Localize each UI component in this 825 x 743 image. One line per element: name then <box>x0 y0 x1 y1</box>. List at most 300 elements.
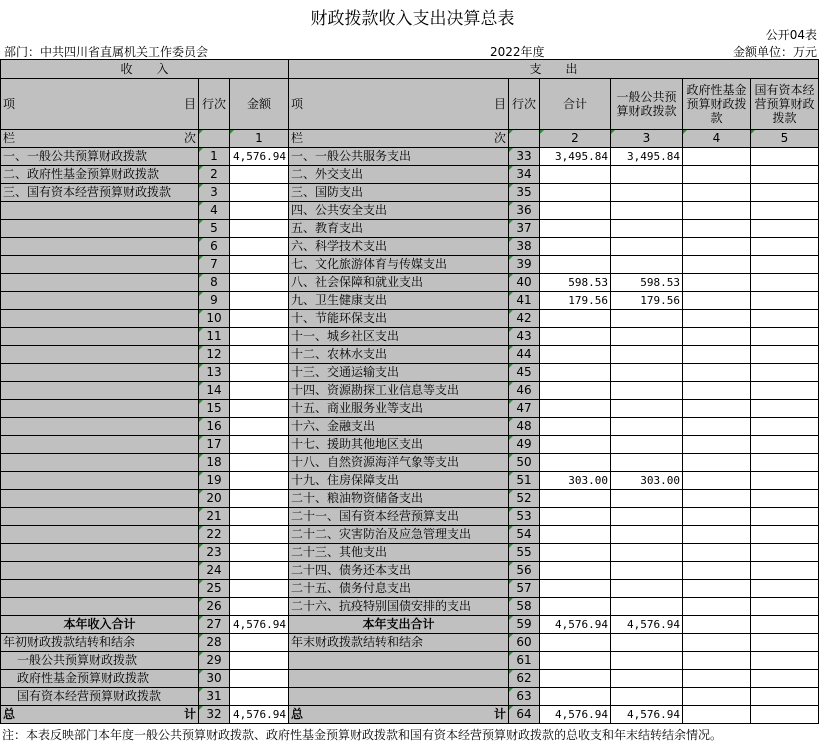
state-capital-header: 国有资本经营预算财政拨款 <box>751 79 819 130</box>
expense-rowno-header: 行次 <box>509 79 540 130</box>
expense-gov-fund <box>683 256 751 274</box>
column-index-label-right: 栏 次 <box>289 130 509 148</box>
income-item <box>1 418 199 436</box>
income-row-no: 11 <box>199 328 230 346</box>
expense-general-budget <box>611 508 683 526</box>
income-amount <box>230 202 289 220</box>
grand-total-income-label: 总 计 <box>1 706 199 724</box>
expense-general-budget <box>611 580 683 598</box>
column-index-blank <box>509 130 540 148</box>
table-row <box>1 562 819 580</box>
income-item <box>1 364 199 382</box>
expense-state-capital <box>751 292 819 310</box>
income-amount <box>230 256 289 274</box>
table-row <box>1 436 819 454</box>
expense-general-budget <box>611 598 683 616</box>
expense-gov-fund <box>683 292 751 310</box>
carry-out-label: 年末财政拨款结转和结余 <box>289 634 509 652</box>
income-row-no: 9 <box>199 292 230 310</box>
carry-in-amount <box>230 634 289 652</box>
expense-item: 一、一般公共服务支出 <box>289 148 509 166</box>
expense-general-budget <box>611 562 683 580</box>
expense-state-capital <box>751 364 819 382</box>
expense-state-capital <box>751 328 819 346</box>
column-index-blank <box>199 130 230 148</box>
expense-total <box>540 418 611 436</box>
expense-item: 三、国防支出 <box>289 184 509 202</box>
expense-state-capital <box>751 562 819 580</box>
expense-gov-fund <box>683 310 751 328</box>
table-row <box>1 580 819 598</box>
expense-row-no: 44 <box>509 346 540 364</box>
expense-general-budget <box>611 418 683 436</box>
expense-item: 二十六、抗疫特别国债安排的支出 <box>289 598 509 616</box>
expense-gov-fund <box>683 562 751 580</box>
sub-state-capital-amount <box>230 688 289 706</box>
expense-total <box>540 202 611 220</box>
income-amount <box>230 166 289 184</box>
expense-general-budget <box>611 490 683 508</box>
expense-row-no: 49 <box>509 436 540 454</box>
expense-gov-fund <box>683 598 751 616</box>
income-row-no: 21 <box>199 508 230 526</box>
form-code: 公开04表 <box>765 28 817 42</box>
income-row-no: 13 <box>199 364 230 382</box>
expense-total <box>540 238 611 256</box>
expense-item: 二、外交支出 <box>289 166 509 184</box>
expense-general-budget <box>611 382 683 400</box>
expense-row-no: 39 <box>509 256 540 274</box>
income-item <box>1 346 199 364</box>
expense-state-capital <box>751 346 819 364</box>
expense-row-no: 48 <box>509 418 540 436</box>
table-row <box>1 472 819 490</box>
expense-state-capital <box>751 166 819 184</box>
carry-out-total <box>540 634 611 652</box>
expense-item: 十一、城乡社区支出 <box>289 328 509 346</box>
income-amount <box>230 598 289 616</box>
grand-total-expense-no: 64 <box>509 706 540 724</box>
income-item <box>1 256 199 274</box>
expense-row-no: 50 <box>509 454 540 472</box>
table-row <box>1 256 819 274</box>
income-row-no: 10 <box>199 310 230 328</box>
expense-total: 3,495.84 <box>540 148 611 166</box>
table-row <box>1 454 819 472</box>
expense-item: 二十三、其他支出 <box>289 544 509 562</box>
expense-state-capital <box>751 418 819 436</box>
expense-row-no: 41 <box>509 292 540 310</box>
column-index-2: 2 <box>540 130 611 148</box>
expense-general-budget <box>611 454 683 472</box>
expense-gov-fund <box>683 472 751 490</box>
income-item <box>1 436 199 454</box>
table-row <box>1 382 819 400</box>
grand-total-expense-amount: 4,576.94 <box>540 706 611 724</box>
expense-item: 十二、农林水支出 <box>289 346 509 364</box>
expense-total <box>540 346 611 364</box>
expense-general-budget <box>611 238 683 256</box>
income-item <box>1 274 199 292</box>
expense-row-no: 61 <box>509 652 540 670</box>
income-total-no: 27 <box>199 616 230 634</box>
expense-row-no: 43 <box>509 328 540 346</box>
carry-out-no: 60 <box>509 634 540 652</box>
expense-total-amount: 4,576.94 <box>540 616 611 634</box>
income-row-no: 17 <box>199 436 230 454</box>
expense-item: 二十五、债务付息支出 <box>289 580 509 598</box>
grand-total-income-no: 32 <box>199 706 230 724</box>
income-amount <box>230 544 289 562</box>
expense-item: 二十、粮油物资储备支出 <box>289 490 509 508</box>
report-title: 财政拨款收入支出决算总表 <box>310 9 515 29</box>
expense-item: 六、科学技术支出 <box>289 238 509 256</box>
income-row-no: 19 <box>199 472 230 490</box>
expense-general-budget: 598.53 <box>611 274 683 292</box>
income-amount-header: 金额 <box>230 79 289 130</box>
income-item <box>1 472 199 490</box>
table-row <box>1 490 819 508</box>
expense-item: 二十一、国有资本经营预算支出 <box>289 508 509 526</box>
sub-state-capital-label: 国有资本经营预算财政拨款 <box>1 688 199 706</box>
expense-item: 五、教育支出 <box>289 220 509 238</box>
carry-out-general <box>611 634 683 652</box>
income-item <box>1 202 199 220</box>
expense-item: 七、文化旅游体育与传媒支出 <box>289 256 509 274</box>
expense-row-no: 56 <box>509 562 540 580</box>
table-row <box>1 220 819 238</box>
expense-gov-fund <box>683 346 751 364</box>
income-row-no: 26 <box>199 598 230 616</box>
expense-total-label: 本年支出合计 <box>289 616 509 634</box>
income-item <box>1 562 199 580</box>
income-row-no: 2 <box>199 166 230 184</box>
income-amount <box>230 274 289 292</box>
expense-total <box>540 184 611 202</box>
table-row <box>1 508 819 526</box>
income-amount <box>230 436 289 454</box>
expense-total <box>540 598 611 616</box>
income-amount <box>230 526 289 544</box>
expense-total <box>540 580 611 598</box>
income-item <box>1 400 199 418</box>
expense-item: 十五、商业服务业等支出 <box>289 400 509 418</box>
expense-state-capital <box>751 454 819 472</box>
expense-row-no: 47 <box>509 400 540 418</box>
sub-general-amount <box>230 652 289 670</box>
expense-gov-fund <box>683 274 751 292</box>
expense-general-budget <box>611 526 683 544</box>
expense-gov-fund <box>683 508 751 526</box>
expense-gov-fund <box>683 382 751 400</box>
income-row-no: 16 <box>199 418 230 436</box>
expense-state-capital <box>751 400 819 418</box>
income-row-no: 25 <box>199 580 230 598</box>
sub-general-no: 29 <box>199 652 230 670</box>
expense-total <box>540 508 611 526</box>
expense-item: 十、节能环保支出 <box>289 310 509 328</box>
expense-row-no: 42 <box>509 310 540 328</box>
expense-item: 九、卫生健康支出 <box>289 292 509 310</box>
income-item <box>1 544 199 562</box>
expense-general-budget: 303.00 <box>611 472 683 490</box>
expense-row-no: 63 <box>509 688 540 706</box>
expense-state-capital <box>751 256 819 274</box>
expense-gov-fund <box>683 364 751 382</box>
income-row-no: 24 <box>199 562 230 580</box>
expense-item: 二十四、债务还本支出 <box>289 562 509 580</box>
expense-row-no: 40 <box>509 274 540 292</box>
expense-gov-fund <box>683 328 751 346</box>
expense-row-no: 51 <box>509 472 540 490</box>
expense-item: 十九、住房保障支出 <box>289 472 509 490</box>
income-amount <box>230 328 289 346</box>
expense-row-no: 62 <box>509 670 540 688</box>
expense-general-budget <box>611 400 683 418</box>
expense-state-capital <box>751 202 819 220</box>
grand-total-income-amount: 4,576.94 <box>230 706 289 724</box>
income-row-no: 12 <box>199 346 230 364</box>
table-row <box>1 418 819 436</box>
table-row <box>1 166 819 184</box>
expense-total: 598.53 <box>540 274 611 292</box>
expense-total <box>540 526 611 544</box>
sub-gov-fund-amount <box>230 670 289 688</box>
column-index-5: 5 <box>751 130 819 148</box>
expense-row-no: 46 <box>509 382 540 400</box>
income-total-label: 本年收入合计 <box>1 616 199 634</box>
expense-total <box>540 454 611 472</box>
expense-total <box>540 544 611 562</box>
table-row <box>1 184 819 202</box>
expense-gov-fund <box>683 148 751 166</box>
table-row <box>1 400 819 418</box>
carry-in-label: 年初财政拨款结转和结余 <box>1 634 199 652</box>
expense-row-no: 35 <box>509 184 540 202</box>
expense-row-no: 34 <box>509 166 540 184</box>
income-item <box>1 580 199 598</box>
income-row-no: 23 <box>199 544 230 562</box>
income-amount <box>230 238 289 256</box>
expense-item: 四、公共安全支出 <box>289 202 509 220</box>
carry-in-no: 28 <box>199 634 230 652</box>
expense-general-budget <box>611 436 683 454</box>
expense-gov-fund <box>683 202 751 220</box>
column-index-label: 栏 次 <box>1 130 199 148</box>
expense-row-no: 58 <box>509 598 540 616</box>
expense-state-capital <box>751 598 819 616</box>
budget-table <box>0 59 819 724</box>
department-label: 部门：中共四川省直属机关工作委员会 <box>4 45 209 59</box>
income-item <box>1 328 199 346</box>
table-row <box>1 292 819 310</box>
expense-row-no: 33 <box>509 148 540 166</box>
expense-total-general: 4,576.94 <box>611 616 683 634</box>
expense-total <box>540 562 611 580</box>
expense-total-no: 59 <box>509 616 540 634</box>
expense-total <box>540 256 611 274</box>
expense-total <box>540 400 611 418</box>
income-row-no: 15 <box>199 400 230 418</box>
income-amount <box>230 562 289 580</box>
expense-item: 二十二、灾害防治及应急管理支出 <box>289 526 509 544</box>
expense-item: 十三、交通运输支出 <box>289 364 509 382</box>
expense-item-header: 项 目 <box>289 79 509 130</box>
expense-state-capital <box>751 436 819 454</box>
income-item <box>1 508 199 526</box>
income-row-no: 7 <box>199 256 230 274</box>
expense-total-gov <box>683 616 751 634</box>
income-item <box>1 310 199 328</box>
expense-total-header: 合计 <box>540 79 611 130</box>
expense-total-state <box>751 616 819 634</box>
table-row <box>1 328 819 346</box>
expense-state-capital <box>751 220 819 238</box>
expense-row-no: 52 <box>509 490 540 508</box>
table-row <box>1 544 819 562</box>
table-row <box>1 274 819 292</box>
sub-general-label: 一般公共预算财政拨款 <box>1 652 199 670</box>
expense-state-capital <box>751 526 819 544</box>
income-item <box>1 454 199 472</box>
table-row <box>1 526 819 544</box>
expense-state-capital <box>751 310 819 328</box>
income-amount <box>230 490 289 508</box>
expense-total <box>540 310 611 328</box>
income-amount: 4,576.94 <box>230 148 289 166</box>
expense-state-capital <box>751 382 819 400</box>
sub-gov-fund-label: 政府性基金预算财政拨款 <box>1 670 199 688</box>
expense-gov-fund <box>683 490 751 508</box>
income-header: 收 入 <box>1 60 289 79</box>
expense-general-budget <box>611 328 683 346</box>
gov-fund-header: 政府性基金预算财政拨款 <box>683 79 751 130</box>
expense-total: 303.00 <box>540 472 611 490</box>
unit-label: 金额单位：万元 <box>732 45 817 59</box>
expense-item: 十四、资源勘探工业信息等支出 <box>289 382 509 400</box>
expense-row-no: 36 <box>509 202 540 220</box>
expense-general-budget <box>611 544 683 562</box>
general-budget-header: 一般公共预算财政拨款 <box>611 79 683 130</box>
income-item <box>1 598 199 616</box>
column-index-4: 4 <box>683 130 751 148</box>
income-row-no: 5 <box>199 220 230 238</box>
expense-row-no: 57 <box>509 580 540 598</box>
sub-state-capital-no: 31 <box>199 688 230 706</box>
table-row <box>1 310 819 328</box>
income-row-no: 1 <box>199 148 230 166</box>
expense-state-capital <box>751 508 819 526</box>
income-item-header: 项 目 <box>1 79 199 130</box>
expense-header: 支 出 <box>289 60 819 79</box>
expense-state-capital <box>751 580 819 598</box>
income-item: 一、一般公共预算财政拨款 <box>1 148 199 166</box>
expense-general-budget <box>611 166 683 184</box>
expense-state-capital <box>751 472 819 490</box>
expense-general-budget <box>611 220 683 238</box>
table-row <box>1 202 819 220</box>
expense-row-no: 53 <box>509 508 540 526</box>
income-amount <box>230 418 289 436</box>
income-amount <box>230 346 289 364</box>
expense-item: 十六、金融支出 <box>289 418 509 436</box>
income-row-no: 6 <box>199 238 230 256</box>
income-amount <box>230 220 289 238</box>
income-amount <box>230 310 289 328</box>
expense-general-budget <box>611 184 683 202</box>
income-amount <box>230 364 289 382</box>
income-item <box>1 220 199 238</box>
expense-gov-fund <box>683 220 751 238</box>
income-amount <box>230 184 289 202</box>
expense-state-capital <box>751 238 819 256</box>
expense-gov-fund <box>683 400 751 418</box>
income-item <box>1 526 199 544</box>
income-amount <box>230 472 289 490</box>
expense-total <box>540 364 611 382</box>
expense-gov-fund <box>683 580 751 598</box>
table-row <box>1 346 819 364</box>
income-item <box>1 490 199 508</box>
income-row-no: 14 <box>199 382 230 400</box>
grand-total-expense-label: 总 计 <box>289 706 509 724</box>
table-row <box>1 238 819 256</box>
expense-row-no: 55 <box>509 544 540 562</box>
expense-total <box>540 382 611 400</box>
expense-total <box>540 490 611 508</box>
income-row-no: 3 <box>199 184 230 202</box>
expense-gov-fund <box>683 166 751 184</box>
income-amount <box>230 508 289 526</box>
expense-state-capital <box>751 544 819 562</box>
sub-gov-fund-no: 30 <box>199 670 230 688</box>
expense-general-budget <box>611 364 683 382</box>
expense-general-budget <box>611 346 683 364</box>
expense-gov-fund <box>683 418 751 436</box>
expense-row-no: 37 <box>509 220 540 238</box>
table-row <box>1 148 819 166</box>
expense-general-budget <box>611 202 683 220</box>
expense-state-capital <box>751 490 819 508</box>
expense-gov-fund <box>683 544 751 562</box>
expense-general-budget: 179.56 <box>611 292 683 310</box>
expense-total: 179.56 <box>540 292 611 310</box>
income-row-no: 22 <box>199 526 230 544</box>
expense-total <box>540 220 611 238</box>
income-item <box>1 238 199 256</box>
income-total-amount: 4,576.94 <box>230 616 289 634</box>
expense-row-no: 54 <box>509 526 540 544</box>
expense-gov-fund <box>683 238 751 256</box>
year-label: 2022年度 <box>490 45 545 59</box>
footnote: 注：本表反映部门本年度一般公共预算财政拨款、政府性基金预算财政拨款和国有资本经营预算财政拨款的总收支和年末结转结余情况。 <box>2 728 723 742</box>
expense-total <box>540 328 611 346</box>
expense-general-budget <box>611 310 683 328</box>
expense-general-budget <box>611 256 683 274</box>
expense-state-capital <box>751 184 819 202</box>
expense-item: 十七、援助其他地区支出 <box>289 436 509 454</box>
expense-row-no: 45 <box>509 364 540 382</box>
income-item <box>1 292 199 310</box>
expense-state-capital <box>751 148 819 166</box>
income-row-no: 20 <box>199 490 230 508</box>
income-row-no: 4 <box>199 202 230 220</box>
income-amount <box>230 400 289 418</box>
grand-total-general: 4,576.94 <box>611 706 683 724</box>
income-amount <box>230 292 289 310</box>
expense-state-capital <box>751 274 819 292</box>
income-row-no: 18 <box>199 454 230 472</box>
